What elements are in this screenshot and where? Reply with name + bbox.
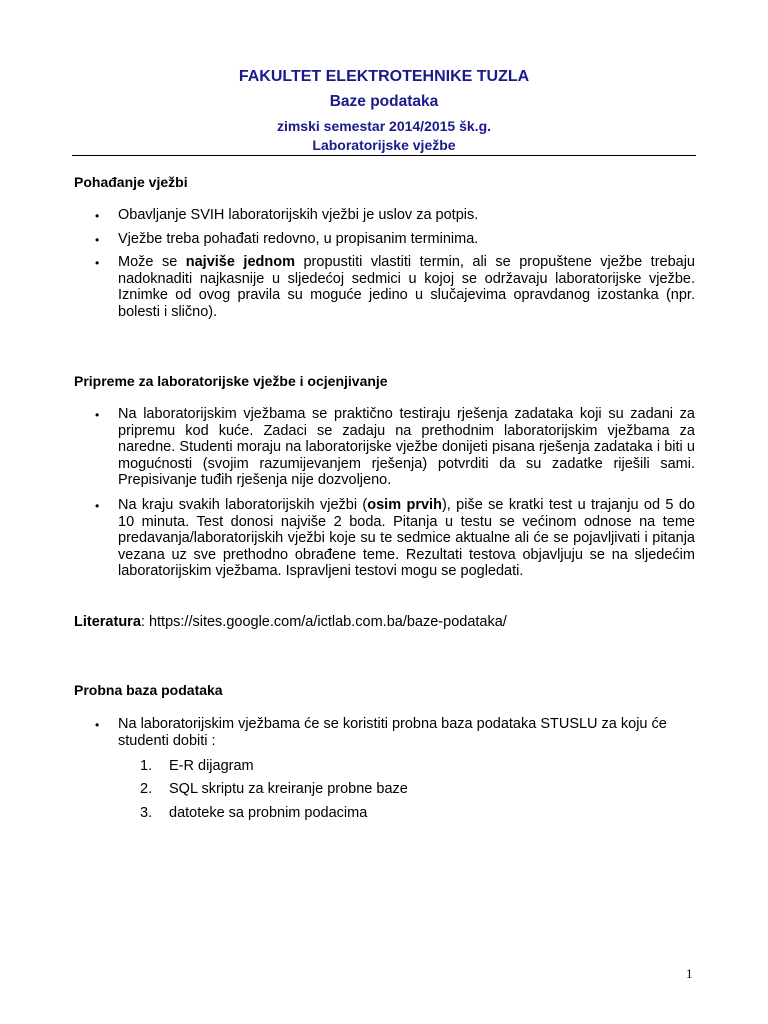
page-number: 1 (686, 966, 693, 981)
attendance-item-3: Može se najviše jednom propustiti vlastiti termin, ali se propuštene vježbe trebaju nadoknaditi najkasnije u sljedećoj sedmici u kojoj se održavaju laboratorijske vježbe. Iznimke od ovog pravila su moguće jedino u slučajevima opravdanog izostanka (npr. bolesti i slično). (118, 254, 695, 320)
emphasis-text: najviše jednom (185, 254, 295, 270)
list-item: SQL skriptu za kreiranje probne baze (169, 781, 408, 797)
sample-db-heading: Probna baza podataka (74, 682, 223, 698)
header-divider (72, 155, 696, 156)
prep-heading: Pripreme za laboratorijske vježbe i ocjenjivanje (74, 373, 388, 389)
prep-item-1: Na laboratorijskim vježbama se praktično testiraju rješenja zadataka koji su zadani za pripremu kod kuće. Zadaci se zadaju na prethodnim laboratorijskim vježbama za naredne. Studenti moraju na laboratorijske vježbe donijeti pisana rješenja zadataka i biti u mogućnosti (svojim razumijevanjem rješenja) potvrditi da su zadatke riješili sami. Prepisivanje tuđih rješenja nije dozvoljeno. (118, 406, 695, 489)
document-subtitle: Laboratorijske vježbe (312, 137, 456, 153)
bullet-icon: • (95, 408, 100, 422)
list-number: 2. (140, 781, 153, 797)
bullet-icon: • (95, 256, 100, 270)
list-number: 1. (140, 758, 153, 774)
list-item: datoteke sa probnim podacima (169, 805, 368, 821)
prep-item-2: Na kraju svakih laboratorijskih vježbi (osim prvih), piše se kratki test u trajanju od 5 do 10 minuta. Test donosi najviše 2 boda. Pitanja u testu se većinom odnose na teme predavanja/laboratorijskih vježbi koje su te sedmice aktualne ali će se pojavljivati i pitanja vezana uz sve prethodno obrađene teme. Rezultati testova objavljuju se na sljedećim laboratorijskim vježbama. Ispravljeni testovi mogu se pogledati. (118, 497, 695, 580)
faculty-title: FAKULTET ELEKTROTEHNIKE TUZLA (238, 68, 530, 85)
list-number: 3. (140, 805, 153, 821)
semester-line: zimski semestar 2014/2015 šk.g. (276, 118, 492, 134)
bullet-icon: • (95, 209, 100, 223)
attendance-heading: Pohađanje vježbi (74, 174, 188, 190)
literature-label: Literatura (74, 614, 141, 630)
course-title: Baze podataka (329, 93, 439, 110)
sample-db-item-1: Na laboratorijskim vježbama će se koristiti probna baza podataka STUSLU za koju će studenti dobiti : (118, 716, 667, 749)
bullet-icon: • (95, 499, 100, 513)
literature-line: Literatura: https://sites.google.com/a/ictlab.com.ba/baze-podataka/ (74, 614, 507, 630)
literature-link[interactable]: https://sites.google.com/a/ictlab.com.ba/baze-podataka/ (144, 614, 507, 630)
attendance-item-1: Obavljanje SVIH laboratorijskih vježbi je uslov za potpis. (118, 207, 479, 223)
bullet-icon: • (95, 718, 100, 732)
bullet-icon: • (95, 233, 100, 247)
attendance-item-2: Vježbe treba pohađati redovno, u propisanim terminima. (118, 231, 479, 247)
list-item: E-R dijagram (169, 758, 254, 774)
emphasis-text: osim prvih (367, 497, 442, 513)
